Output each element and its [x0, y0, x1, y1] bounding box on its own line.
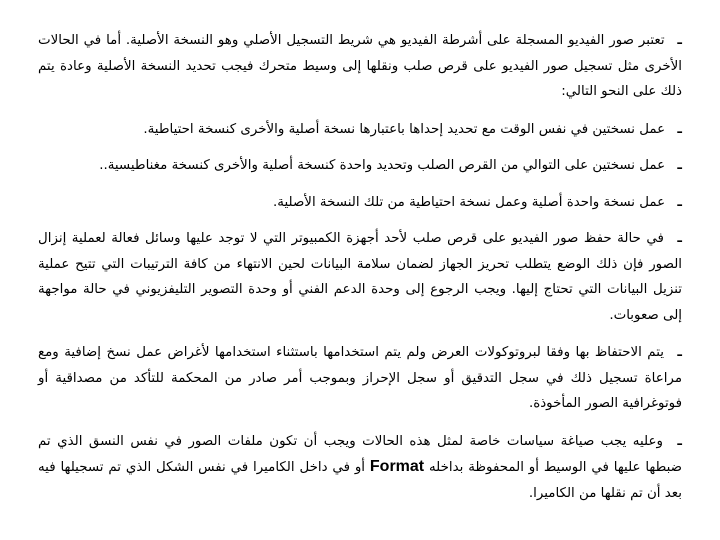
paragraph-text: عمل نسختين على التوالي من القرص الصلب وتحديد واحدة كنسخة أصلية والأخرى كنسخة مغناطيسية.. — [99, 158, 666, 173]
document-page — [38, 28, 682, 518]
paragraph-item-2 — [38, 153, 682, 179]
paragraph-text-before: وعليه يجب صياغة سياسات خاصة لمثل هذه الحالات ويجب أن تكون ملفات الصور في نفس النسق الذي تم ضبطها عليها في الوسيط أو المحفوظة بداخله — [38, 433, 682, 475]
bullet-marker: ـ — [677, 121, 682, 137]
paragraph-text: في حالة حفظ صور الفيديو على قرص صلب لأحد أجهزة الكمبيوتر التي لا توجد عليها وسائل فعالة لعملية إنزال الصور فإن ذلك الوضع يتطلب تحريز الجهاز لضمان سلامة البيانات لحين الانتهاء من كافة الترتيبات التي تتيح عملية تنزيل البيانات التي تحتاج إليها. ويجب الرجوع إلى وحدة الدعم الفني أو وحدة التصوير التليفزيوني في حالة مواجهة إلى صعوبات. — [38, 231, 682, 323]
paragraph-text: يتم الاحتفاظ بها وفقا لبروتوكولات العرض ولم يتم استخدامها باستثناء استخدامها لأغراض عمل نسخ إضافية ومع مراعاة تسجيل ذلك في سجل التدقيق أو سجل الإحراز وبموجب أمر صادر من المحكمة للتأكد من مصداقية أو فوتوغرافية الصور المأخوذة. — [38, 345, 682, 411]
paragraph-intro — [38, 28, 682, 105]
bullet-marker: ـ — [677, 345, 682, 360]
bullet-marker: ـ — [677, 433, 682, 449]
format-term: Format — [369, 458, 425, 475]
bullet-marker: ـ — [677, 158, 682, 173]
paragraph-hard-disk — [38, 226, 682, 328]
bullet-marker: ـ — [677, 33, 682, 48]
paragraph-protocols — [38, 340, 682, 417]
paragraph-policies — [38, 429, 682, 507]
paragraph-item-1 — [38, 117, 682, 143]
paragraph-text-after: أو في داخل الكاميرا في نفس الشكل الذي تم تسجيلها فيه بعد أن تم نقلها من الكاميرا. — [38, 460, 682, 501]
paragraph-item-3 — [38, 190, 682, 216]
paragraph-text: تعتبر صور الفيديو المسجلة على أشرطة الفيديو هي شريط التسجيل الأصلي وهو النسخة الأصلية. أما في الحالات الأخرى مثل تسجيل صور الفيديو على قرص صلب ونقلها إلى وسيط متحرك فيجب تحديد النسخة الأصلية وعادة يتم ذلك على النحو التالي: — [38, 33, 682, 99]
bullet-marker: ـ — [677, 231, 682, 246]
paragraph-text: عمل نسختين في نفس الوقت مع تحديد إحداها باعتبارها نسخة أصلية والأخرى كنسخة احتياطية. — [143, 121, 666, 137]
bullet-marker: ـ — [677, 194, 682, 210]
paragraph-text: عمل نسخة واحدة أصلية وعمل نسخة احتياطية من تلك النسخة الأصلية. — [273, 194, 666, 210]
